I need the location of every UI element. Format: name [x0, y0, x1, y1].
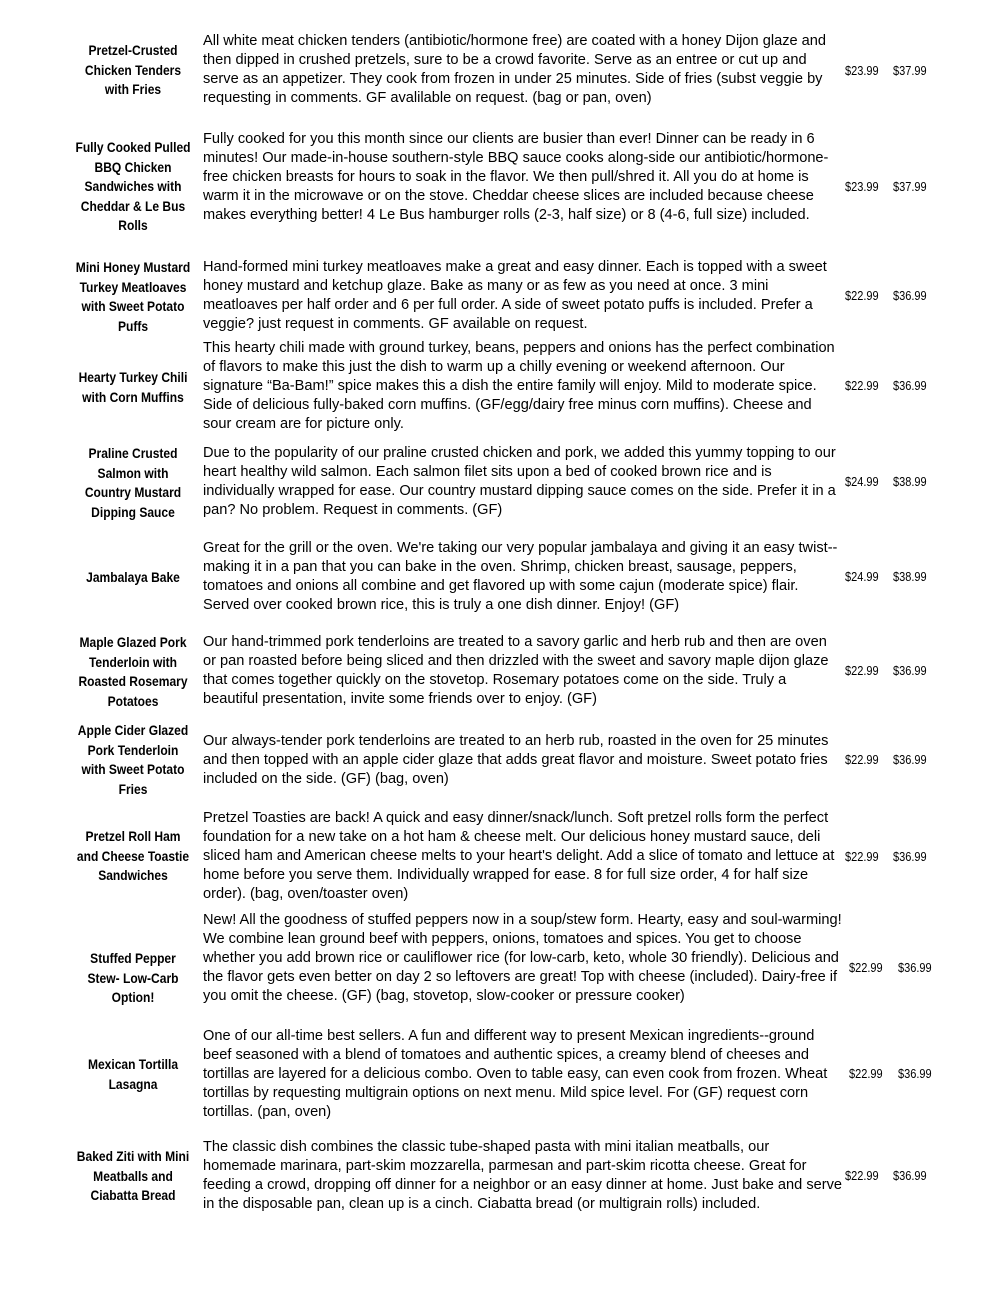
menu-item-description: This hearty chili made with ground turkey, beans, peppers and onions has the perfect combination of flavors to make this just the dish to warm up a chilly evening or weekend afternoon. Our signature “Ba-Bam!” spice makes this a dish the entire family will enjoy. Mild to moderate spice. Side of delicious fully-baked corn muffins. (GF/egg/dairy free minus corn muffins). Cheese and sour cream are for picture only.	[203, 340, 835, 433]
menu-item-price-half: $23.99	[845, 64, 879, 78]
menu-item-price-half: $22.99	[845, 664, 879, 678]
menu-item-price-half: $23.99	[845, 180, 879, 194]
menu-item-price-full: $38.99	[893, 570, 927, 584]
menu-item-description: Hand-formed mini turkey meatloaves make a great and easy dinner. Each is topped with a sweet honey mustard and ketchup glaze. Bake as many or as few as you need at once. 3 mini meatloaves per half order and 6 per full order. A side of sweet potato puffs is included. Prefer a veggie? just request in comments. GF available on request.	[203, 259, 827, 333]
menu-item-price-half: $22.99	[849, 961, 883, 975]
menu-item-price-full: $36.99	[893, 850, 927, 864]
menu-item-name: Hearty Turkey Chili with Corn Muffins	[78, 369, 188, 405]
menu-item-price-full: $36.99	[893, 379, 927, 393]
menu-item-description: Our hand-trimmed pork tenderloins are treated to a savory garlic and herb rub and then are oven or pan roasted before being sliced and then drizzled with the sweet and savory maple dijon glaze that comes together quickly on the stovetop. Rosemary potatoes come on the side. Truly a beautiful presentation, invite some friends over to enjoy. (GF)	[203, 634, 829, 708]
menu-item-description: All white meat chicken tenders (antibiotic/hormone free) are coated with a honey Dijon glaze and then dipped in crushed pretzels, sure to be a crowd favorite. Serve as an entree or cut up and serve as an appetizer. They cook from frozen in under 25 minutes. Side of fries (subst veggie by requesting in comments. GF avalilable on request. (bag or pan, oven)	[203, 33, 827, 107]
menu-item-name: Stuffed Pepper Stew- Low-Carb Option!	[87, 950, 179, 1005]
menu-item-price-full: $37.99	[893, 64, 927, 78]
menu-item-price-full: $36.99	[898, 961, 932, 975]
menu-item-name: Mini Honey Mustard Turkey Meatloaves with Sweet Potato Puffs	[75, 259, 191, 334]
menu-item-name: Pretzel Roll Ham and Cheese Toastie Sandwiches	[76, 828, 190, 883]
menu-item-price-full: $36.99	[898, 1067, 932, 1081]
menu-item-price-full: $36.99	[893, 664, 927, 678]
menu-item-name: Fully Cooked Pulled BBQ Chicken Sandwiches with Cheddar & Le Bus Rolls	[75, 139, 191, 233]
menu-item-name: Praline Crusted Salmon with Country Mustard Dipping Sauce	[84, 445, 182, 520]
menu-item-price-full: $37.99	[893, 180, 927, 194]
menu-item-description: New! All the goodness of stuffed peppers now in a soup/stew form. Hearty, easy and soul-warming! We combine lean ground beef with peppers, onions, tomatoes and spices. You get to choose whether you add brown rice or cauliflower rice (for low-carb, keto, whole 30 friendly). Delicious and the flavor gets even better on day 2 so leftovers are great! Top with cheese (included). Dairy-free if you omit the cheese. (GF) (bag, stovetop, slow-cooker or pressure cooker)	[203, 912, 842, 1005]
menu-item-price-half: $22.99	[845, 1169, 879, 1183]
menu-item-price-full: $36.99	[893, 753, 927, 767]
menu-item-name: Maple Glazed Pork Tenderloin with Roasted Rosemary Potatoes	[78, 634, 188, 709]
menu-item-name: Pretzel-Crusted Chicken Tenders with Fries	[84, 42, 182, 97]
menu-item-price-half: $22.99	[845, 753, 879, 767]
menu-item-description: Pretzel Toasties are back! A quick and easy dinner/snack/lunch. Soft pretzel rolls form the perfect foundation for a new take on a hot ham & cheese melt. Our delicious honey mustard sauce, deli sliced ham and American cheese melts to your heart's delight. Add a slice of tomato and lettuce at home before you serve them. Individually wrapped for ease. 8 for full size order, 4 for half size order). (bag, oven/toaster oven)	[203, 810, 835, 903]
menu-item-description: Due to the popularity of our praline crusted chicken and pork, we added this yummy topping to our heart healthy wild salmon. Each salmon filet sits upon a bed of cooked brown rice and is individually wrapped for ease. Our country mustard dipping sauce comes on the side. Prefer it in a pan? No problem. Request in comments. (GF)	[203, 445, 836, 519]
menu-item-price-half: $22.99	[849, 1067, 883, 1081]
menu-item-description: One of our all-time best sellers. A fun and different way to present Mexican ingredients--ground beef seasoned with a blend of tomatoes and authentic spices, a creamy blend of cheeses and tortillas are layered for a delicious combo. Oven to table easy, can even cook from frozen. Wheat tortillas by requesting multigrain options on next menu. Mild spice level. For (GF) request corn tortillas. (pan, oven)	[203, 1028, 828, 1121]
menu-item-description: Great for the grill or the oven. We're taking our very popular jambalaya and giving it an easy twist-- making it in a pan that you can bake in the oven. Shrimp, chicken breast, sausage, peppers, tomatoes and onions all combine and get flavored up with some cajun (moderate spice) flair. Served over cooked brown rice, this is truly a one dish dinner. Enjoy! (GF)	[203, 540, 838, 614]
menu-item-price-half: $22.99	[845, 379, 879, 393]
menu-item-description: The classic dish combines the classic tube-shaped pasta with mini italian meatballs, our homemade marinara, part-skim mozzarella, parmesan and part-skim ricotta cheese. Great for feeding a crowd, dropping off dinner for a neighbor or an easy dinner at home. Just bake and serve in the disposable pan, clean up is a cinch. Ciabatta bread (or multigrain rolls) included.	[203, 1139, 843, 1213]
menu-item-price-half: $24.99	[845, 570, 879, 584]
menu-item-price-half: $22.99	[845, 289, 879, 303]
menu-item-name: Mexican Tortilla Lasagna	[87, 1056, 179, 1092]
menu-item-price-half: $22.99	[845, 850, 879, 864]
menu-item-name: Baked Ziti with Mini Meatballs and Ciabatta Bread	[76, 1148, 190, 1203]
menu-item-price-full: $38.99	[893, 475, 927, 489]
menu-item-description: Fully cooked for you this month since our clients are busier than ever! Dinner can be ready in 6 minutes! Our made-in-house southern-style BBQ sauce cooks along-side our antibiotic/hormone-free chicken breasts for hours to soak in the flavor. We then pull/shred it. All you do at home is warm it in the microwave or on the stove. Cheddar cheese slices are included because cheese makes everything better! 4 Le Bus hamburger rolls (2-3, half size) or 8 (4-6, full size) included.	[203, 131, 829, 224]
menu-item-price-full: $36.99	[893, 289, 927, 303]
menu-item-price-full: $36.99	[893, 1169, 927, 1183]
menu-item-name: Jambalaya Bake	[86, 569, 180, 585]
menu-item-description: Our always-tender pork tenderloins are treated to an herb rub, roasted in the oven for 25 minutes and then topped with an apple cider glaze that adds great flavor and moisture. Sweet potato fries included on the side. (GF) (bag, oven)	[203, 733, 829, 788]
menu-item-name: Apple Cider Glazed Pork Tenderloin with Sweet Potato Fries	[77, 722, 189, 797]
menu-item-price-half: $24.99	[845, 475, 879, 489]
